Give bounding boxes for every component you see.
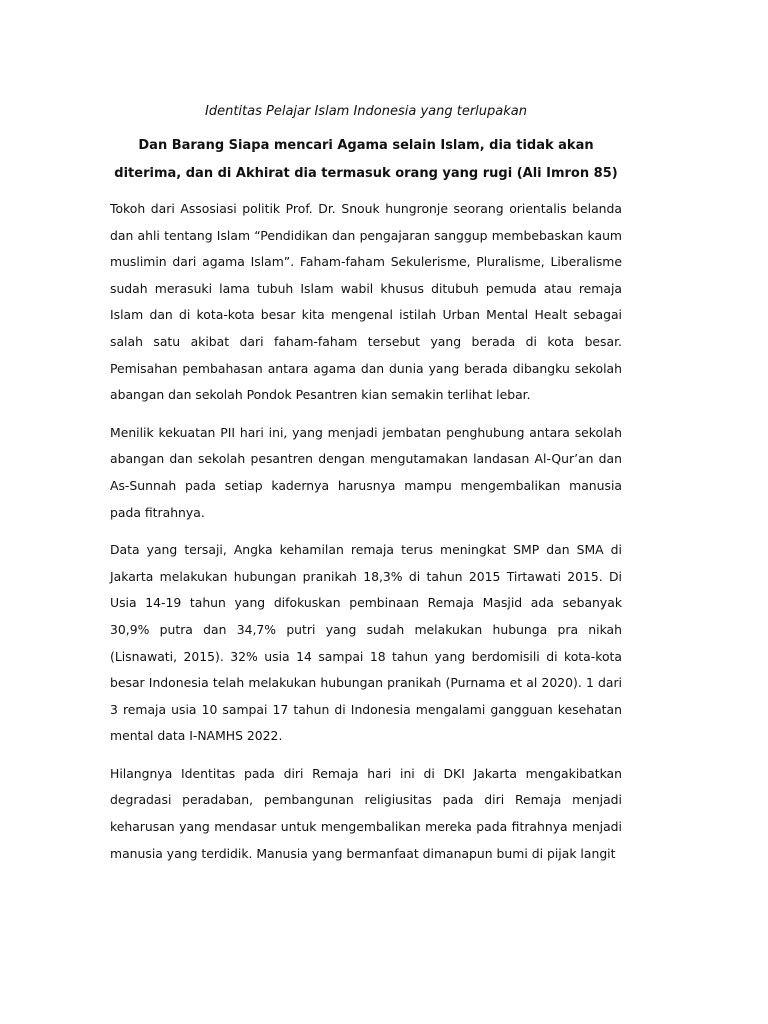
paragraph-1: Tokoh dari Assosiasi politik Prof. Dr. Snouk hungronje seorang orientalis belanda dan ahli tentang Islam “Pendidikan dan pengajaran sanggup membebaskan kaum muslimin dari agama Islam”. Faham-faham Sekulerisme, Pluralisme, Liberalisme sudah merasuki lama tubuh Islam wabil khusus ditubuh pemuda atau remaja Islam dan di kota-kota besar kita mengenal istilah Urban Mental Healt sebagai salah satu akibat dari faham-faham tersebut yang berada di kota besar. Pemisahan pembahasan antara agama dan dunia yang berada dibangku sekolah abangan dan sekolah Pondok Pesantren kian semakin terlihat lebar.: [110, 201, 622, 403]
quran-verse: Dan Barang Siapa mencari Agama selain Islam, dia tidak akan diterima, dan di Akhirat dia termasuk orang yang rugi (Ali Imron 85): [114, 138, 618, 181]
paragraph-2: Menilik kekuatan PII hari ini, yang menjadi jembatan penghubung antara sekolah abangan dan sekolah pesantren dengan mengutamakan landasan Al-Qur’an dan As-Sunnah pada setiap kadernya harusnya mampu mengembalikan manusia pada fitrahnya.: [110, 424, 622, 520]
document-page: [110, 96, 622, 878]
document-title: Identitas Pelajar Islam Indonesia yang terlupakan: [205, 104, 527, 119]
paragraph-4: Hilangnya Identitas pada diri Remaja hari ini di DKI Jakarta mengakibatkan degradasi peradaban, pembangunan religiusitas pada diri Remaja menjadi keharusan yang mendasar untuk mengembalikan mereka pada fitrahnya menjadi manusia yang terdidik. Manusia yang bermanfaat dimanapun bumi di pijak langit: [110, 765, 622, 861]
paragraph-3: Data yang tersaji, Angka kehamilan remaja terus meningkat SMP dan SMA di Jakarta melakukan hubungan pranikah 18,3% di tahun 2015 Tirtawati 2015. Di Usia 14-19 tahun yang difokuskan pembinaan Remaja Masjid ada sebanyak 30,9% putra dan 34,7% putri yang sudah melakukan hubunga pra nikah (Lisnawati, 2015). 32% usia 14 sampai 18 tahun yang berdomisili di kota-kota besar Indonesia telah melakukan hubungan pranikah (Purnama et al 2020). 1 dari 3 remaja usia 10 sampai 17 tahun di Indonesia mengalami gangguan kesehatan mental data I-NAMHS 2022.: [110, 542, 622, 744]
